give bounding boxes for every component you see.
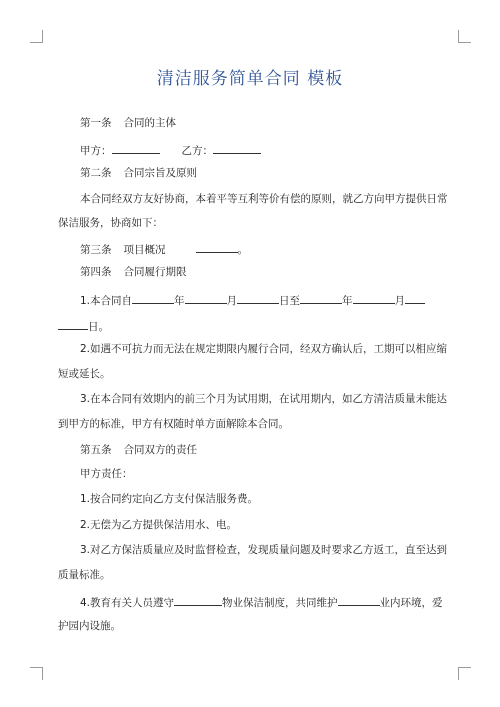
article-2-text-line2: 保洁服务，协商如下：: [58, 217, 163, 229]
article-2-number: 第二条: [80, 167, 112, 179]
end-month-label: 月: [394, 295, 406, 307]
party-a-blank: [112, 142, 160, 154]
day-to-label: 日至: [279, 295, 301, 307]
article-4-p3-line2: 到甲方的标准，甲方有权随时单方面解除本合同。: [58, 418, 289, 430]
item4-end-text: 业内环境，爱: [379, 597, 443, 609]
article-3-title: 项目概况: [123, 244, 166, 256]
start-day-blank: [237, 292, 279, 304]
article-4-heading: [80, 265, 440, 279]
article-4-p2-line2: 短或延长。: [58, 368, 111, 380]
end-month-blank: [353, 292, 395, 304]
party-b-label: 乙方：: [181, 145, 213, 157]
party-a-label: 甲方：: [80, 145, 112, 157]
party-a-responsibility-heading: 甲方责任：: [80, 468, 133, 480]
article-5-number: 第五条: [80, 444, 112, 456]
end-year-blank: [300, 292, 342, 304]
article-3-number: 第三条: [80, 244, 112, 256]
start-month-blank: [185, 292, 227, 304]
crop-mark-top-right: [458, 30, 471, 43]
document-title: 清洁服务简单合同 模板: [156, 69, 344, 89]
article-5-item4-line1: [80, 594, 443, 610]
article-1-number: 第一条: [80, 117, 112, 129]
article-1-title: 合同的主体: [123, 117, 176, 129]
year-label: 年: [174, 295, 185, 307]
article-2-title: 合同宗旨及原则: [123, 167, 197, 179]
item4-mid-text: 物业保洁制度，共同维护: [222, 597, 338, 609]
term-end-text: 日。: [88, 321, 109, 333]
article-4-number: 第四条: [80, 266, 112, 278]
party-b-blank: [213, 142, 261, 154]
month-label: 月: [226, 295, 238, 307]
article-5-item3-line2: 质量标准。: [58, 569, 111, 581]
article-5-item3-line1: 3.对乙方保洁质量应及时监督检查，发现质量问题及时要求乙方返工，直至达到: [80, 544, 448, 556]
article-3-heading: [80, 241, 440, 257]
item4-blank-2: [338, 594, 380, 606]
article-4-term-line2: [58, 318, 440, 334]
article-2-heading: [80, 166, 440, 180]
article-5-item1: 1.按合同约定向乙方支付保洁服务费。: [80, 493, 259, 505]
article-5-item2: 2.无偿为乙方提供保洁用水、电。: [80, 519, 238, 531]
article-5-title: 合同双方的责任: [123, 444, 197, 456]
crop-mark-top-left: [30, 30, 43, 43]
item4-blank-1: [174, 594, 222, 606]
article-4-term-line1: [80, 292, 440, 308]
article-3-period: 。: [237, 244, 248, 256]
start-year-blank: [132, 292, 174, 304]
parties-line: [80, 142, 440, 158]
crop-mark-bottom-right: [458, 667, 471, 680]
article-1-heading: [80, 116, 440, 130]
end-day-blank-b: [58, 318, 88, 330]
crop-mark-bottom-left: [30, 667, 43, 680]
end-day-blank-a: [405, 292, 425, 304]
article-4-p2-line1: 2.如遇不可抗力而无法在规定期限内履行合同，经双方确认后，工期可以相应缩: [80, 343, 448, 355]
article-2-text-line1: 本合同经双方友好协商，本着平等互利等价有偿的原则，就乙方向甲方提供日常: [80, 193, 448, 205]
article-5-heading: [80, 443, 440, 457]
item4-start-text: 4.教育有关人员遵守: [80, 597, 175, 609]
term-start-text: 1.本合同自: [80, 295, 133, 307]
article-5-item4-line2: 护园内设施。: [58, 620, 121, 632]
article-4-p3-line1: 3.在本合同有效期内的前三个月为试用期，在试用期内，如乙方清洁质量未能达: [80, 393, 448, 405]
end-year-label: 年: [342, 295, 353, 307]
project-blank: [196, 241, 238, 253]
article-4-title: 合同履行期限: [123, 266, 187, 278]
